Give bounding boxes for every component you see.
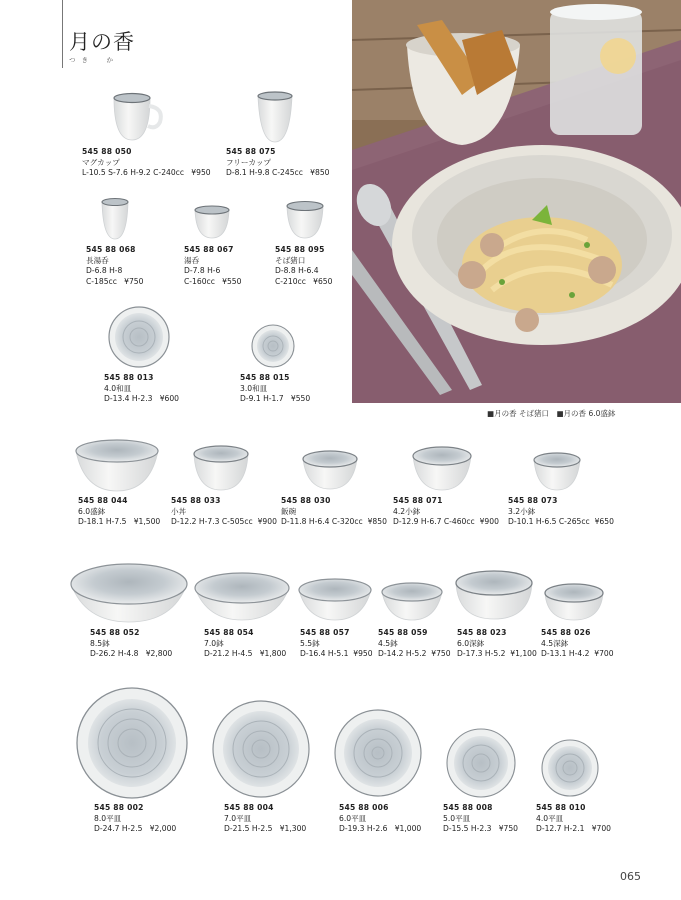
product-code: 545 88 057 [300,628,350,637]
product-info-545-88-071 [393,496,499,528]
product-price: ¥600 [159,394,180,403]
product-code: 545 88 033 [171,496,221,505]
product-image-fukabachi-4-5 [543,582,605,622]
product-spec: D-14.2 H-5.2 [378,649,427,658]
product-price: ¥850 [367,517,387,526]
product-price: ¥2,800 [145,649,173,658]
product-code: 545 88 008 [443,803,493,812]
product-code: 545 88 030 [281,496,331,505]
page-number: 065 [620,870,641,883]
product-price: ¥2,000 [149,824,177,833]
product-name: 4.2小鉢 [393,506,421,516]
product-name: そば猪口 [275,255,306,265]
product-spec: D-12.9 H-6.7 C-460cc [393,517,475,526]
product-spec: D-13.1 H-4.2 [541,649,590,658]
product-spec: D-17.3 H-5.2 [457,649,506,658]
product-name: 7.0鉢 [204,638,224,648]
product-image-hirazara-6 [334,709,422,797]
product-spec: D-21.5 H-2.5 [224,824,273,833]
product-info-545-88-068 [86,245,143,287]
product-price: ¥550 [222,276,242,286]
product-info-545-88-013 [104,373,179,405]
hero-photo [352,0,681,403]
product-spec: D-12.2 H-7.3 C-505cc [171,517,253,526]
product-price: ¥900 [479,517,499,526]
product-info-545-88-059 [378,628,451,660]
product-info-545-88-010 [536,803,611,835]
product-name: 8.0平皿 [94,813,122,823]
series-ruby: つき か [69,56,119,64]
product-spec: D-24.7 H-2.5 [94,824,143,833]
product-spec: D-9.1 H-1.7 [240,394,284,403]
product-info-545-88-026 [541,628,614,660]
product-info-545-88-050 [82,147,211,179]
product-spec-2: C-160cc [184,276,215,286]
product-info-545-88-052 [90,628,172,660]
product-image-hachi-7 [193,570,291,622]
product-code: 545 88 004 [224,803,274,812]
product-image-hachi-8-5 [69,560,189,624]
product-price: ¥950 [353,649,373,658]
product-spec: D-10.1 H-6.5 C-265cc [508,517,590,526]
product-spec: D-21.2 H-4.5 [204,649,253,658]
product-price: ¥1,500 [133,517,161,526]
product-code: 545 88 050 [82,147,132,156]
product-image-free-cup [255,90,295,146]
product-code: 545 88 044 [78,496,128,505]
product-image-hachi-5-5 [297,576,373,622]
product-code: 545 88 052 [90,628,140,637]
product-price: ¥750 [124,276,144,286]
product-name: 小丼 [171,506,187,516]
product-price: ¥650 [313,276,333,286]
product-name: 長湯呑 [86,255,109,265]
product-spec: D-7.8 H-6 [184,266,221,275]
product-image-mug [110,92,166,144]
product-info-545-88-006 [339,803,421,835]
product-image-fukabachi-6 [454,569,534,621]
product-info-545-88-057 [300,628,373,660]
product-spec: L-10.5 S-7.6 H-9.2 C-240cc [82,168,185,177]
product-name: 4.5深鉢 [541,638,569,648]
series-title-block [62,0,135,68]
product-price: ¥650 [594,517,614,526]
product-code: 545 88 071 [393,496,443,505]
product-price: ¥1,100 [510,649,537,658]
product-image-wazara-4 [108,306,170,368]
product-price: ¥700 [591,824,612,833]
product-info-545-88-004 [224,803,306,835]
product-spec: D-26.2 H-4.8 [90,649,139,658]
product-spec: D-12.7 H-2.1 [536,824,585,833]
product-code: 545 88 075 [226,147,276,156]
product-info-545-88-008 [443,803,518,835]
product-price: ¥1,800 [259,649,287,658]
product-price: ¥750 [498,824,519,833]
product-code: 545 88 023 [457,628,507,637]
product-code: 545 88 068 [86,245,136,254]
product-image-kobachi-3-2 [532,450,582,492]
product-info-545-88-067 [184,245,241,287]
product-image-kodon [192,444,250,492]
product-info-545-88-033 [171,496,277,528]
product-image-hirazara-7 [212,700,310,798]
product-code: 545 88 002 [94,803,144,812]
series-title: 月の香 [69,30,135,54]
product-price: ¥550 [290,394,311,403]
product-spec-2: C-210cc [275,276,306,286]
product-price: ¥900 [257,517,277,526]
product-info-545-88-044 [78,496,160,528]
product-info-545-88-030 [281,496,387,528]
product-name: 8.5鉢 [90,638,110,648]
product-price: ¥1,300 [279,824,307,833]
product-name: フリーカップ [226,157,272,167]
product-price: ¥700 [594,649,614,658]
product-code: 545 88 010 [536,803,586,812]
product-image-wazara-3 [251,324,295,368]
product-code: 545 88 095 [275,245,325,254]
product-code: 545 88 013 [104,373,154,382]
product-spec-2: C-185cc [86,276,117,286]
product-spec: D-11.8 H-6.4 C-320cc [281,517,363,526]
photo-caption: ■月の香 そば猪口 ■月の香 6.0盛鉢 [487,409,616,418]
product-name: マグカップ [82,157,120,167]
product-name: 3.0和皿 [240,383,268,393]
product-image-hirazara-8 [76,687,188,799]
product-spec: D-19.3 H-2.6 [339,824,388,833]
product-info-545-88-023 [457,628,537,660]
product-spec: D-8.8 H-6.4 [275,266,319,275]
product-image-meshiwan [301,449,359,491]
product-info-545-88-073 [508,496,614,528]
product-name: 7.0平皿 [224,813,252,823]
product-code: 545 88 054 [204,628,254,637]
product-spec: D-16.4 H-5.1 [300,649,349,658]
product-spec: D-15.5 H-2.3 [443,824,492,833]
product-code: 545 88 006 [339,803,389,812]
product-spec: D-13.4 H-2.3 [104,394,153,403]
product-spec: D-6.8 H-8 [86,266,123,275]
product-image-moribachi-6 [74,437,160,493]
product-code: 545 88 015 [240,373,290,382]
product-info-545-88-002 [94,803,176,835]
product-spec: D-18.1 H-7.5 [78,517,127,526]
product-name: 3.2小鉢 [508,506,536,516]
product-info-545-88-015 [240,373,310,405]
product-image-kobachi-4-2 [411,444,473,492]
product-image-soba-choko [285,200,325,240]
product-price: ¥950 [191,168,211,177]
product-image-long-yunomi [100,197,130,241]
product-image-hachi-4-5 [380,580,444,622]
product-name: 湯呑 [184,255,200,265]
product-image-hirazara-5 [446,728,516,798]
product-name: 6.0平皿 [339,813,367,823]
product-info-545-88-075 [226,147,329,179]
product-image-yunomi [193,204,231,240]
product-price: ¥750 [431,649,451,658]
product-name: 4.0平皿 [536,813,564,823]
product-spec: D-8.1 H-9.8 C-245cc [226,168,303,177]
product-price: ¥850 [310,168,330,177]
product-info-545-88-054 [204,628,286,660]
product-name: 5.0平皿 [443,813,471,823]
product-price: ¥1,000 [394,824,422,833]
product-name: 5.5鉢 [300,638,320,648]
product-code: 545 88 026 [541,628,591,637]
product-info-545-88-095 [275,245,332,287]
product-name: 6.0深鉢 [457,638,485,648]
product-code: 545 88 073 [508,496,558,505]
product-name: 6.0盛鉢 [78,506,106,516]
product-name: 4.5鉢 [378,638,398,648]
product-code: 545 88 067 [184,245,234,254]
product-name: 飯碗 [281,506,297,516]
product-image-hirazara-4 [541,739,599,797]
product-code: 545 88 059 [378,628,428,637]
product-name: 4.0和皿 [104,383,132,393]
